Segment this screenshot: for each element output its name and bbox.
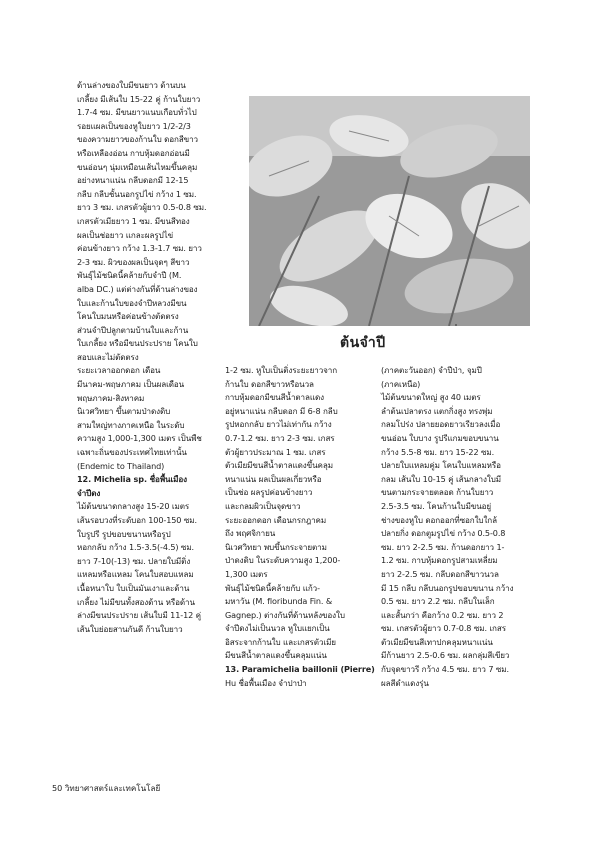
text-line: ก้านใบ ดอกสีขาวหรือนวล	[225, 378, 314, 389]
text-line: ค่อนข้างยาว กว้าง 1.3-1.7 ซม. ยาว	[77, 243, 202, 254]
text-line: 1.7-4 ซม. มีขนยาวแนบเกือบทั่วไป	[77, 107, 197, 118]
text-line: 0.7-1.2 ซม. ยาว 2-3 ซม. เกสร	[225, 432, 335, 443]
page-footer: 50 วิทยาศาสตร์และเทคโนโลยี	[52, 783, 161, 793]
text-line: ความสูง 1,000-1,300 เมตร เป็นพืช	[77, 433, 202, 444]
text-column-middle	[225, 364, 375, 690]
text-line: ผลเป็นช่อยาว แกละผลรูปไข่	[77, 229, 174, 240]
text-line: ตัวผู้ยาวประมาณ 1 ซม. เกสร	[225, 446, 326, 457]
text-line: 0.5 ซม. ยาว 2.2 ซม. กลีบในเล็ก	[381, 596, 495, 607]
text-line: กับจุดขาวรี กว้าง 4.5 ซม. ยาว 7 ซม.	[381, 664, 509, 675]
text-line: พฤษภาคม-สิงหาคม	[77, 392, 145, 403]
text-line: ไม้ต้นขนาดใหญ่ สูง 40 เมตร	[381, 392, 481, 403]
text-line: ด้านล่างของใบมีขนยาว ด้านบน	[77, 80, 186, 90]
text-line: 1-2 ซม. หูใบเป็นติ่งระยะยาวจาก	[225, 365, 338, 375]
text-line: alba DC.) แต่ต่างกันที่ด้านล่างของ	[77, 283, 198, 294]
text-line: Hu ชื่อพื้นเมือง จำปาป่า	[225, 677, 307, 688]
text-line: 2.5-3.5 ซม. โคนก้านใบมีขนอยู่	[381, 500, 492, 511]
text-line: เกลี้ยง ไม่มีขนทั้งสองด้าน หรือด้าน	[77, 596, 195, 607]
text-line: รอยแผลเป็นของหูใบยาว 1/2-2/3	[77, 120, 191, 131]
text-line: พันธุ์ไม้ชนิดนี้คล้ายกับ แก้ว-	[225, 582, 320, 593]
text-line: กว้าง 5.5-8 ซม. ยาว 15-22 ซม.	[381, 446, 495, 457]
text-line: ผลสีดำแดงรุ่น	[381, 677, 429, 688]
text-line: เป็นช่อ ผลรูปค่อนข้างยาว	[225, 487, 313, 498]
text-line: ขนอ่อนๆ นุ่มเหมือนเส้นไหมขึ้นคลุม	[77, 161, 198, 172]
text-line: สามใหญ่ทางภาคเหนือ ในระดับ	[77, 419, 185, 430]
text-line: ของความยาวของก้านใบ ดอกสีขาว	[77, 134, 198, 145]
photo-caption: ต้นจำปี	[340, 335, 386, 351]
text-line: กลมโปร่ง ปลายยอดยาวเรียวลงเมื่อ	[381, 419, 501, 430]
text-line: จำปีดงไม่เป็นนวล หูใบแยกเป็น	[225, 623, 330, 634]
text-line: หอกกลับ กว้าง 1.5-3.5(-4.5) ซม.	[77, 542, 195, 553]
text-line: ส่วนจำปีปลูกตามบ้านใบและก้าน	[77, 324, 189, 335]
text-line: มหาวัน (M. floribunda Fin. &	[225, 596, 333, 607]
text-line: ยาว 2-2.5 ซม. กลีบดอกสีขาวนวล	[381, 568, 499, 579]
text-line: 13. Paramichelia baillonii (Pierre)	[225, 664, 375, 675]
text-line: 1,300 เมตร	[225, 568, 268, 579]
text-line: เส้นรอบวงที่ระดับอก 100-150 ซม.	[77, 515, 197, 525]
text-column-right	[381, 364, 521, 690]
text-line: ซม. ยาว 2-2.5 ซม. ก้านดอกยาว 1-	[381, 541, 505, 552]
text-line: Gagnep.) ต่างกันที่ด้านหลังของใบ	[225, 609, 345, 620]
text-line: ช่างของหูใบ ดอกออกที่ซอกใบใกล้	[381, 514, 497, 525]
text-line: ระยะเวลาออกดอก เดือน	[77, 365, 161, 376]
text-line: เส้นใบย่อยสานกันดี ก้านใบยาว	[77, 623, 183, 634]
text-line: ปลายกิ่ง ดอกตูมรูปไข่ กว้าง 0.5-0.8	[381, 528, 506, 539]
text-line: มีก้านยาว 2.5-0.6 ซม. ผลกลุ่มสีเขียว	[381, 650, 510, 661]
text-line: กาบหุ้มดอกมีขนสีน้ำตาลแดง	[225, 392, 324, 403]
text-line: หนาแน่น ผลเป็นผลเกี่ยวหรือ	[225, 473, 322, 484]
text-line: อยู่หนาแน่น กลีบดอก มี 6-8 กลีบ	[225, 405, 338, 416]
text-line: ซม. เกสรตัวผู้ยาว 0.7-0.8 ซม. เกสร	[381, 623, 506, 634]
text-line: (Endemic to Thailand)	[77, 460, 165, 471]
text-line: 12. Michelia sp. ชื่อพื้นเมือง	[77, 474, 188, 485]
text-line: (ภาคตะวันออก) จำปีป่า, จุมปี	[381, 365, 482, 375]
text-line: ใบและก้านใบของจำปีหลวงมีขน	[77, 297, 187, 308]
text-line: ขนอ่อน ใบบาง รูปรีแกมขอบขนาน	[381, 432, 499, 443]
text-line: ปลายใบแหลมคู่ม โคนใบแหลมหรือ	[381, 460, 501, 471]
text-line: มีขนสีน้ำตาลแดงขึ้นคลุมแน่น	[225, 650, 327, 661]
text-line: หรือเหลืองอ่อน กาบหุ้มดอกอ่อนมี	[77, 147, 190, 158]
text-line: 2-3 ซม. ผิวของผลเป็นจุดๆ สีขาว	[77, 256, 190, 267]
text-line: เฉพาะถิ่นของประเทศไทยเท่านั้น	[77, 447, 187, 458]
text-line: เกลี้ยง มีเส้นใบ 15-22 คู่ ก้านใบยาว	[77, 93, 201, 104]
text-line: จำปีดง	[77, 487, 101, 498]
text-line: อย่างหนาแน่น กลีบดอกมี 12-15	[77, 175, 189, 186]
text-line: ใบรูปรี รูปขอบขนานหรือรูป	[77, 528, 171, 539]
text-line: ลำต้นเปลาตรง แตกกิ่งสูง ทรงพุ่ม	[381, 405, 493, 416]
text-line: กลีบ กลีบชั้นนอกรูปไข่ กว้าง 1 ซม.	[77, 188, 197, 199]
text-line: มีนาคม-พฤษภาคม เป็นผลเดือน	[77, 379, 185, 390]
tree-leaves-photo	[249, 96, 530, 326]
text-line: อิสระจากก้านใบ และเกสรตัวเมีย	[225, 636, 336, 647]
text-line: โคนใบมนหรือค่อนข้างตัดตรง	[77, 311, 179, 322]
text-line: เกสรตัวเมียยาว 1 ซม. มีขนสีทอง	[77, 215, 190, 226]
text-line: 1.2 ซม. กาบหุ้มดอกรูปสามเหลี่ยม	[381, 555, 498, 566]
text-line: แหลมหรือแหลม โคนใบสอบแหลม	[77, 569, 194, 580]
text-line: ตัวเมียมีขนสีเทาปกคลุมหนาแน่น	[381, 636, 493, 647]
text-column-left	[77, 79, 247, 636]
text-line: พันธุ์ไม้ชนิดนี้คล้ายกับจำปี (M.	[77, 270, 182, 281]
text-line: ป่าดงดิบ ในระดับความสูง 1,200-	[225, 555, 341, 566]
text-line: และสั้นกว่า คือกว้าง 0.2 ซม. ยาว 2	[381, 609, 504, 620]
text-line: ตัวเมียมีขนสีน้ำตาลแดงขึ้นคลุม	[225, 460, 333, 471]
text-line: ยาว 7-10(-13) ซม. ปลายใบมีติ่ง	[77, 555, 191, 566]
text-line: ขนตามกระจายตลอด ก้านใบยาว	[381, 487, 494, 498]
text-line: เนื้อหนาใบ ใบเป็นมันเงาและด้าน	[77, 582, 190, 593]
text-line: ล่างมีขนประปราย เส้นใบมี 11-12 คู่	[77, 610, 201, 621]
speck	[455, 324, 457, 326]
text-line: สอบและไม่ตัดตรง	[77, 351, 139, 362]
leaves-illustration	[249, 96, 530, 326]
text-line: นิเวศวิทยา ขึ้นตามป่าดงดิบ	[77, 406, 171, 417]
text-line: ยาว 3 ซม. เกสรตัวผู้ยาว 0.5-0.8 ซม.	[77, 202, 207, 213]
text-line: และกลมผิวเป็นจุดขาว	[225, 500, 301, 511]
text-line: ถึง พฤศจิกายน	[225, 528, 276, 539]
text-line: ไม้ต้นขนาดกลางสูง 15-20 เมตร	[77, 501, 190, 512]
text-line: รูปหอกกลับ ยาวไม่เท่ากัน กว้าง	[225, 419, 332, 430]
text-line: (ภาคเหนือ)	[381, 378, 421, 389]
text-line: กลม เส้นใบ 10-15 คู่ เส้นกลางใบมี	[381, 473, 501, 484]
text-line: ใบเกลี้ยง หรือมีขนประปราย โคนใบ	[77, 338, 198, 349]
text-line: นิเวศวิทยา พบขึ้นกระจายตาม	[225, 541, 327, 552]
text-line: ระยะออกดอก เดือนกรกฎาคม	[225, 514, 327, 525]
text-line: มี 15 กลีบ กลีบนอกรูปขอบขนาน กว้าง	[381, 582, 514, 593]
